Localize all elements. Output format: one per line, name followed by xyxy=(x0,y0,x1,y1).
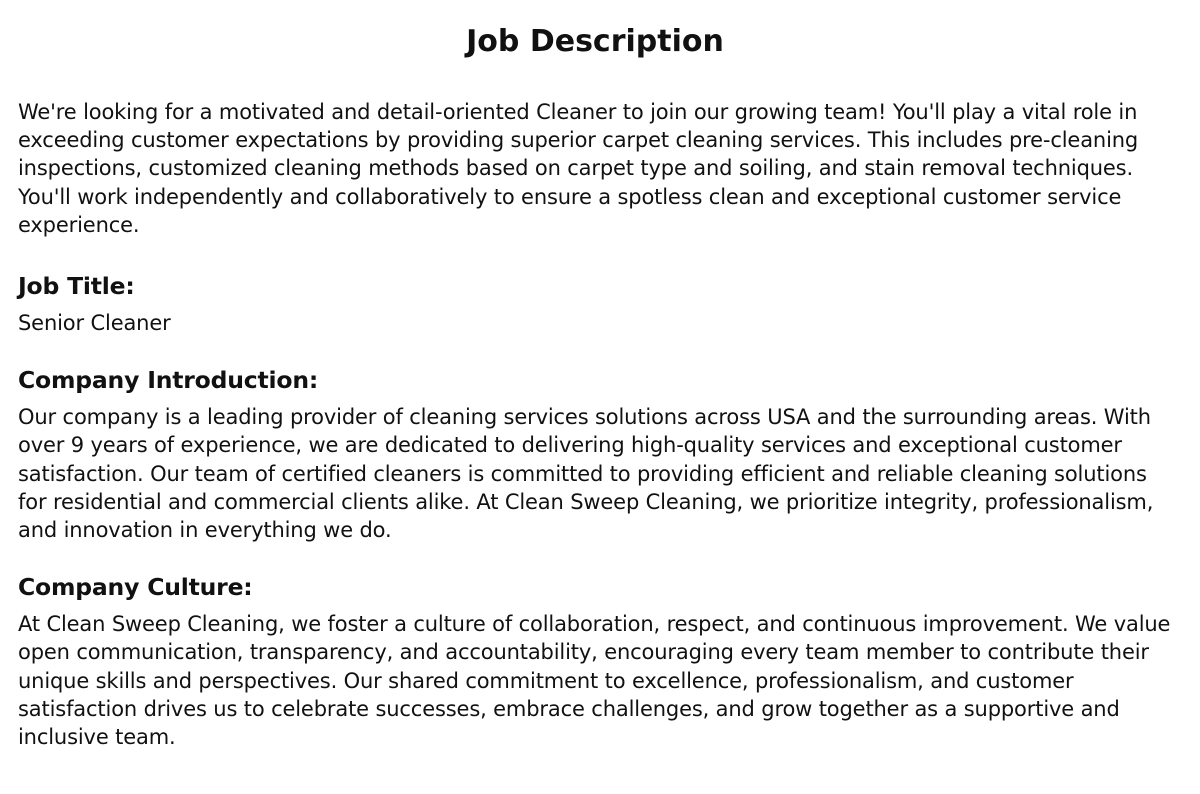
section-heading-company-introduction: Company Introduction: xyxy=(18,366,319,395)
intro-paragraph: We're looking for a motivated and detail-oriented Cleaner to join our growing team! You'll play a vital role in exceeding customer expectations by providing superior carpet cleaning services. This includes pre-cleaning inspections, customized cleaning methods based on carpet type and soiling, and stain removal techniques. You'll work independently and collaboratively to ensure a spotless clean and exceptional customer service experience. xyxy=(18,100,1139,237)
job-title-value: Senior Cleaner xyxy=(18,311,171,336)
section-heading-job-title: Job Title: xyxy=(18,272,135,301)
company-introduction-text: Our company is a leading provider of cleaning services solutions across USA and the surrounding areas. With over 9 years of experience, we are dedicated to delivering high-quality services and exceptional customer satisfaction. Our team of certified cleaners is committed to providing efficient and reliable cleaning solutions for residential and commercial clients alike. At Clean Sweep Cleaning, we prioritize integrity, professionalism, and innovation in everything we do. xyxy=(18,405,1154,543)
company-culture-text: At Clean Sweep Cleaning, we foster a culture of collaboration, respect, and continuous improvement. We value open communication, transparency, and accountability, encouraging every team member to contribute their unique skills and perspectives. Our shared commitment to excellence, professionalism, and customer satisfaction drives us to celebrate successes, embrace challenges, and grow together as a supportive and inclusive team. xyxy=(18,612,1171,750)
section-heading-company-culture: Company Culture: xyxy=(18,573,253,602)
section-job-title xyxy=(18,271,1172,337)
section-company-introduction xyxy=(18,365,1172,544)
page-title: Job Description xyxy=(466,24,724,59)
section-company-culture xyxy=(18,572,1172,751)
